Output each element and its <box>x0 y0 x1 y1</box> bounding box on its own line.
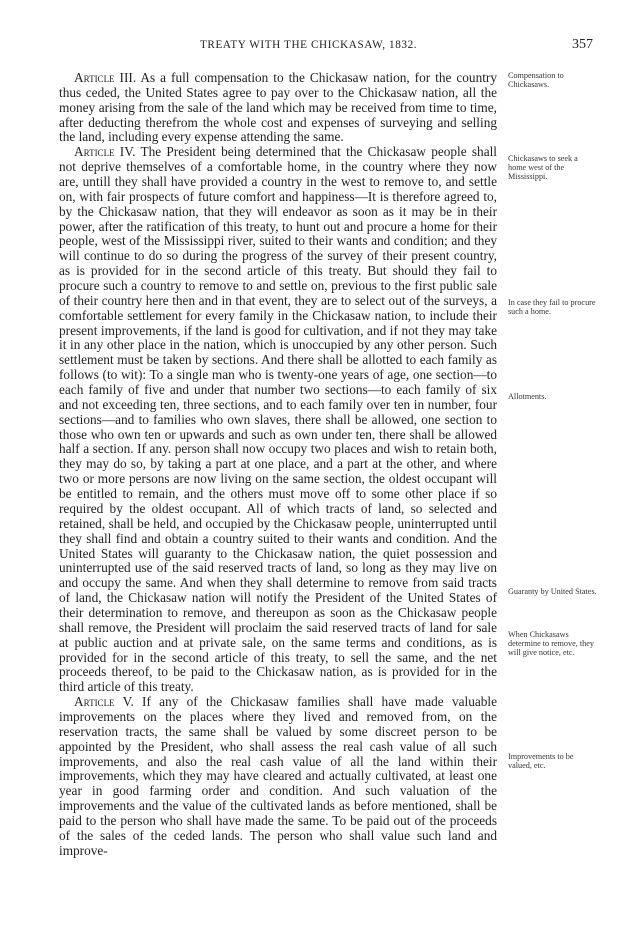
article-5-heading: Article V. <box>74 694 134 710</box>
margin-note-fail-to-procure: In case they fail to procure such a home. <box>508 298 596 316</box>
article-5 <box>59 695 497 858</box>
margin-note-compensation: Compensation to Chickasaws. <box>508 71 564 89</box>
margin-note-seek-home: Chickasaws to seek a home west of the Mississippi. <box>508 154 578 181</box>
margin-note-guaranty: Guaranty by United States. <box>508 587 597 596</box>
treaty-body <box>59 71 497 859</box>
running-head: TREATY WITH THE CHICKASAW, 1832. <box>200 39 418 51</box>
article-4-text: The President being determined that the Chickasaw people shall not deprive themselves of a comfortable home, in the country where they now are, untill they shall have provided a country in the west to remove to, and settle on, with fair prospects of future comfort and happiness—It is therefore agreed to, by the Chickasaw nation, that they will endeavor as soon as it may be in their power, after the ratification of this treaty, to hunt out and procure a home for their people, west of the Mississippi river, suited to their wants and condition; and they will continue to do so during the progress of the survey of their present country, as is provided for in the second article of this treaty. But should they fail to procure such a country to remove to and settle on, previous to the first public sale of their country here then and in that event, they are to select out of the surveys, a comfortable settlement for every family in the Chickasaw nation, to include their present improvements, if the land is good for cultivation, and if not they may take it in any other place in the nation, which is unoccupied by any other person. Such settlement must be taken by sections. And there shall be allotted to each family as follows (to wit): To a single man who is twenty-one years of age, one section—to each family of five and under that number two sections—to each family of six and not exceeding ten, three sections, and to each family over ten in number, four sections—and to families who own slaves, there shall be allowed, one section to those who own ten or upwards and such as own under ten, there shall be allowed half a section. If any. person shall now occupy two places and wish to retain both, they may do so, by taking a part at one place, and a part at the other, and where two or more persons are now living on the same section, the oldest occupant will be entitled to remain, and the others must move off to some other place if so required by the oldest occupant. All of which tracts of land, so selected and retained, shall be held, and occupied by the Chickasaw people, uninterrupted until they shall find and obtain a country suited to their wants and condition. And the United States will guaranty to the Chickasaw nation, the quiet possession and uninterrupted use of the said reserved tracts of land, so long as they may live on and occupy the same. And when they shall determine to remove from said tracts of land, the Chickasaw nation will notify the President of the United States of their determination to remove, and thereupon as soon as the Chickasaw people shall remove, the President will proclaim the said reserved tracts of land for sale at public auction and at private sale, on the same terms and conditions, as is provided for in the second article of this treaty, to sell the same, and the net proceeds thereof, to be paid to the Chickasaw nation, as is provided for in the third article of this treaty. <box>59 144 497 695</box>
article-3-text: As a full compensation to the Chickasaw nation, for the country thus ceded, the United States agree to pay over to the Chickasaw nation, all the money arising from the sale of the land which may be received from time to time, after deducting therefrom the whole cost and expenses of surveying and selling the land, including every expense attending the same. <box>59 70 498 145</box>
margin-note-notice: When Chickasaws determine to remove, they will give notice, etc. <box>508 630 594 657</box>
margin-note-allotments: Allotments. <box>508 392 547 401</box>
article-5-text: If any of the Chickasaw families shall have made valuable improvements on the places where they lived and removed from, on the reservation tracts, the same shall be valued by some discreet person to be appointed by the President, who shall assess the real cash value of all such improvements, and also the real cash value of all the land within their improvements, which they may have cleared and actually cultivated, at least one year in good farming order and condition. And such valuation of the improvements and the value of the cultivated lands as before mentioned, shall be paid to the person who shall have made the same. To be paid out of the proceeds of the sales of the ceded lands. The person who shall value such land and improve- <box>59 694 497 858</box>
article-4 <box>59 145 497 695</box>
page-number: 357 <box>572 37 593 52</box>
article-3-heading: Article III. <box>74 70 137 85</box>
margin-note-improvements: Improvements to be valued, etc. <box>508 752 574 770</box>
article-4-heading: Article IV. <box>74 144 136 160</box>
page-header <box>0 39 624 59</box>
article-3 <box>59 71 497 145</box>
